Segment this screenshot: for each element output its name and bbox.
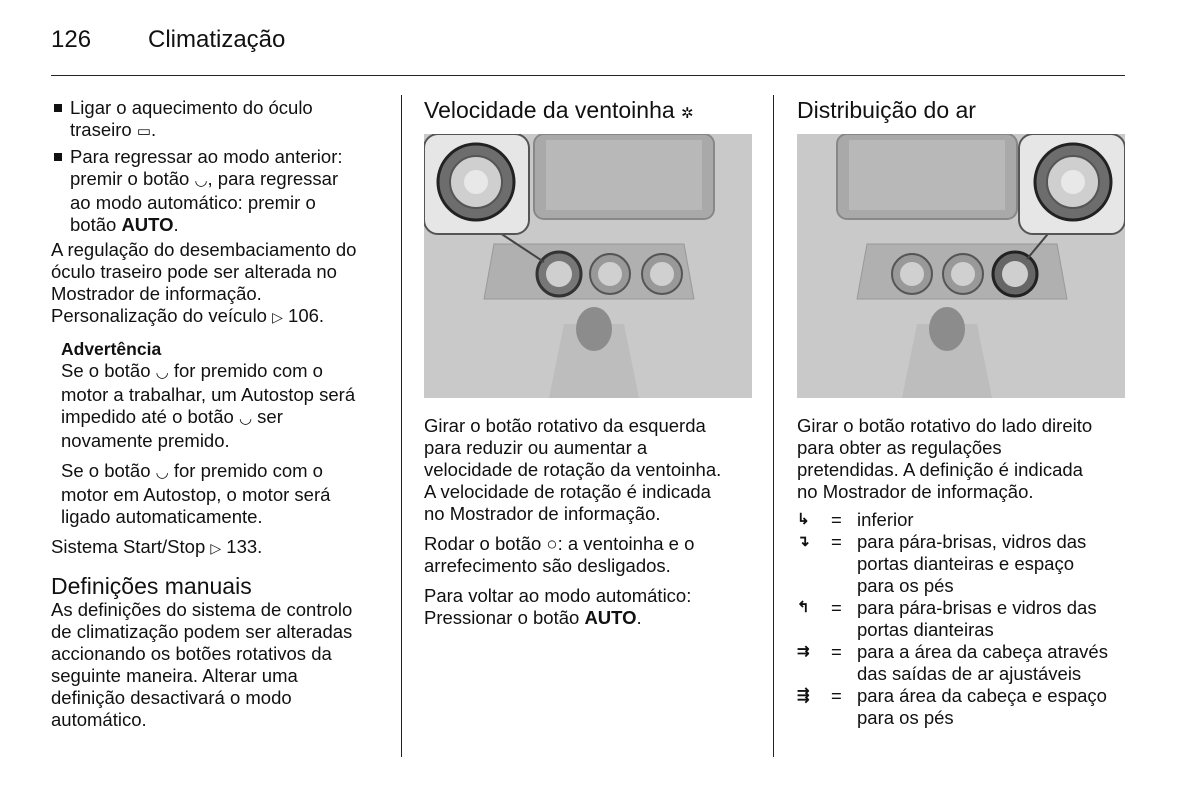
off-circle-icon: ○	[546, 533, 558, 554]
column-2-text: Girar o botão rotativo da esquerda para reduzir ou aumentar a velocidade de rotação da ventoinha. A velocidade de rotação é indicada no Mostrador de informação. Rodar o botão ○: a ventoinha e o arrefecimento são desligados. Para voltar ao modo automático: Pressionar o botão AUTO.	[424, 415, 759, 629]
text-line: ao modo automático: premir o	[70, 192, 316, 213]
bullet-marker	[54, 153, 62, 161]
text-line: para os pés	[857, 575, 954, 596]
auto-label: AUTO	[584, 607, 637, 628]
equals-sign: =	[831, 641, 842, 662]
equals-sign: =	[831, 597, 842, 618]
paragraph	[51, 239, 386, 328]
text-line: portas dianteiras	[857, 619, 994, 640]
text-line: automático.	[51, 709, 147, 730]
legend-list	[797, 509, 1132, 729]
text-line: Sistema Start/Stop	[51, 536, 206, 557]
legend-item	[797, 597, 1132, 641]
text-line: motor em Autostop, o motor será	[61, 484, 331, 505]
legend-item	[797, 641, 1132, 685]
windshield-defrost-icon: ◡	[194, 172, 208, 189]
column-divider-2	[773, 95, 774, 757]
text-line: botão	[70, 214, 117, 235]
page-reference: 133.	[226, 536, 263, 557]
text-line: Personalização do veículo	[51, 305, 267, 326]
text-line: portas dianteiras e espaço	[857, 553, 1074, 574]
text-line: for premido com o	[173, 360, 323, 381]
paragraph	[51, 599, 386, 731]
text-line: motor a trabalhar, um Autostop será	[61, 384, 356, 405]
head-floor-vent-icon: ⇶	[797, 687, 810, 704]
auto-label: AUTO	[121, 214, 174, 235]
text-line: para obter as regulações	[797, 437, 1002, 458]
section-heading: Velocidade da ventoinha	[424, 97, 675, 123]
text-line: das saídas de ar ajustáveis	[857, 663, 1082, 684]
fan-icon: ✲	[681, 105, 694, 122]
page-number: 126	[51, 26, 92, 53]
column-3	[797, 97, 1132, 123]
text-line: velocidade de rotação da ventoinha.	[424, 459, 722, 480]
head-vent-icon: ⇉	[797, 643, 810, 660]
equals-sign: =	[831, 685, 842, 706]
text-line: Se o botão	[61, 360, 151, 381]
column-3-text	[797, 415, 1132, 729]
text-line: : a ventoinha e o	[557, 533, 695, 554]
text-line: As definições do sistema de controlo	[51, 599, 353, 620]
text-line: para pára-brisas e vidros das	[857, 597, 1097, 618]
windshield-defrost-icon: ◡	[238, 410, 253, 427]
photo-fan-knob	[424, 134, 752, 398]
text-line: impedido até o botão	[61, 406, 234, 427]
section-heading: Definições manuais	[51, 573, 252, 599]
page-reference-arrow-icon: ▷	[210, 540, 222, 556]
legend-item	[797, 531, 1132, 597]
warning-box	[51, 338, 386, 528]
page-reference-arrow-icon: ▷	[272, 309, 283, 325]
windshield-vent-icon: ↰	[797, 599, 810, 616]
text-line: Girar o botão rotativo da esquerda	[424, 415, 706, 436]
warning-title: Advertência	[61, 339, 162, 359]
bullet-item: Ligar o aquecimento do óculo traseiro ▭.	[51, 97, 386, 143]
bullet-marker	[54, 104, 62, 112]
photo-air-distribution-knob	[797, 134, 1125, 398]
equals-sign: =	[831, 509, 842, 530]
text-line: ser	[257, 406, 283, 427]
text-line: para pára-brisas, vidros das	[857, 531, 1087, 552]
bullet-item: Para regressar ao modo anterior: premir o botão ◡, para regressar ao modo automático: premir o botão AUTO.	[51, 146, 386, 236]
text-line: inferior	[857, 509, 914, 530]
windshield-floor-vent-icon: ↴	[797, 533, 810, 550]
legend-item	[797, 509, 1132, 531]
text-line: , para regressar	[207, 168, 339, 189]
text-line: para os pés	[857, 707, 954, 728]
text-line: Ligar o aquecimento do óculo	[70, 97, 313, 118]
column-2	[424, 97, 759, 127]
text-line: Se o botão	[61, 460, 151, 481]
text-line: A velocidade de rotação é indicada	[424, 481, 711, 502]
text-line: no Mostrador de informação.	[424, 503, 661, 524]
text-line: ligado automaticamente.	[61, 506, 263, 527]
legend-item	[797, 685, 1132, 729]
text-line: for premido com o	[173, 460, 323, 481]
text-line: para a área da cabeça através	[857, 641, 1108, 662]
text-line: Rodar o botão	[424, 533, 542, 554]
text-line: premir o botão	[70, 168, 190, 189]
text-line: novamente premido.	[61, 430, 230, 451]
rear-defrost-icon: ▭	[136, 123, 152, 140]
header-divider	[51, 75, 1125, 76]
equals-sign: =	[831, 531, 842, 552]
text-line: para área da cabeça e espaço	[857, 685, 1107, 706]
section-heading: Distribuição do ar	[797, 97, 976, 123]
text-line: accionando os botões rotativos da	[51, 643, 332, 664]
windshield-defrost-icon: ◡	[155, 464, 169, 481]
text-line: pretendidas. A definição é indicada	[797, 459, 1083, 480]
text-line: de climatização podem ser alteradas	[51, 621, 353, 642]
text-line: Para regressar ao modo anterior:	[70, 146, 343, 167]
text-line: seguinte maneira. Alterar uma	[51, 665, 298, 686]
page-reference: 106.	[288, 305, 325, 326]
text-line: Mostrador de informação.	[51, 283, 262, 304]
floor-vent-icon: ↳	[797, 511, 810, 528]
text-line: Pressionar o botão	[424, 607, 580, 628]
page-title: Climatização	[148, 26, 286, 53]
text-line: no Mostrador de informação.	[797, 481, 1034, 502]
column-1	[51, 97, 386, 731]
text-line: Para voltar ao modo automático:	[424, 585, 692, 606]
text-line: óculo traseiro pode ser alterada no	[51, 261, 337, 282]
text-line: para reduzir ou aumentar a	[424, 437, 648, 458]
text-line: traseiro	[70, 119, 132, 140]
windshield-defrost-icon: ◡	[155, 364, 169, 381]
text-line: arrefecimento são desligados.	[424, 555, 671, 576]
text-line: definição desactivará o modo	[51, 687, 292, 708]
text-line: Girar o botão rotativo do lado direito	[797, 415, 1093, 436]
column-divider-1	[401, 95, 402, 757]
text-line: A regulação do desembaciamento do	[51, 239, 357, 260]
